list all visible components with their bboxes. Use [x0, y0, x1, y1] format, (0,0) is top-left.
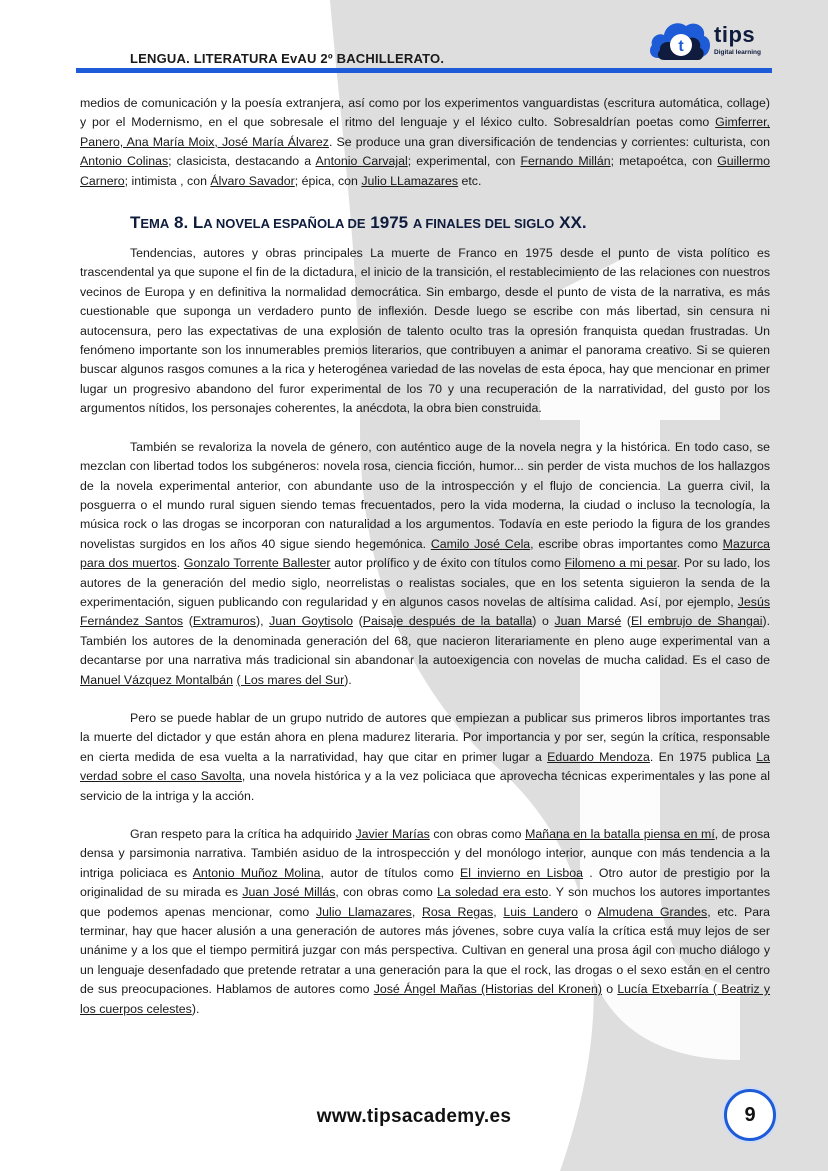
author-link: Antonio Muñoz Molina [192, 865, 321, 880]
author-link: Guillermo Carnero [80, 154, 771, 188]
section-title: TEMA 8. LA NOVELA ESPAÑOLA DE 1975 A FINALES DEL SIGLO XX. [130, 213, 587, 233]
author-link: Julio LLamazares [361, 173, 459, 188]
author-link: Rosa Regas [422, 904, 494, 919]
author-link: Antonio Carvajal [315, 154, 408, 169]
author-link: Julio Llamazares [315, 904, 412, 919]
author-link: Javier Marías [355, 827, 430, 841]
work-link: Filomeno a mi pesar [564, 556, 677, 571]
letter-t-icon [670, 32, 692, 58]
work-link: Extramuros [192, 614, 256, 629]
work-link: Paisaje después de la batalla [362, 614, 533, 629]
paragraph-mendoza: Pero se puede hablar de un grupo nutrido de autores que empiezan a publicar sus primeros libros importantes tras la muerte del dictador y que están ahora en plena madurez literaria. Por importancia y por ser, según la crítica, responsable en cierta medida de esa vuelta a la narratividad, hay que citar en primer lugar a Eduardo Mendoza. En 1975 publica La verdad sobre el caso Savolta, una novela histórica y a la vez policiaca que aprovecha técnicas experimentales y las pone al servicio de la intriga y la acción. [80, 710, 770, 803]
paragraph-genre-novel: También se revaloriza la novela de género, con auténtico auge de la novela negra y la histórica. En todo caso, se mezclan con libertad todos los subgéneros: novela rosa, ciencia ficción, humor... sin perder de vista muchos de los hallazgos de la novela experimental anterior, con abundante uso de la introspección y el flujo de conciencia. La guerra civil, la posguerra o el mundo rural siguen siendo temas frecuentados, pero la vida moderna, la ciudad o incluso la tecnología, la música rock o las drogas se incorporan con naturalidad a los argumentos. Todavía en este periodo la figura de los grandes novelistas surgidos en los años 40 sigue siendo hegemónica. Camilo José Cela, escribe obras importantes como Mazurca para dos muertos. Gonzalo Torrente Ballester autor prolífico y de éxito con títulos como Filomeno a mi pesar. Por su lado, los autores de la generación del medio siglo, neorrelistas o realistas sociales, que en los setenta siguieron la senda de la experimentación, siguen publicando con regularidad y en algunos casos novelas de altísima calidad. Así, por ejemplo, Jesús Fernández Santos (Extramuros), Juan Goytisolo (Paisaje después de la batalla) o Juan Marsé (El embrujo de Shangai). También los autores de la denominada generación del 68, que nacieron literariamente en pleno auge experimental van a decantarse por una narrativa más tradicional sin abandonar la autoexigencia con novelas de mucha calidad. Es el caso de Manuel Vázquez Montalbán ( Los mares del Sur). [80, 439, 771, 687]
work-link: La soledad era esto [437, 885, 549, 900]
author-link: Manuel Vázquez Montalbán [80, 672, 234, 687]
author-link: Camilo José Cela [430, 536, 531, 551]
paragraph-trends: Tendencias, autores y obras principales La muerte de Franco en 1975 desde el punto de vista político es trascendental ya que supone el fin de la dictadura, el inicio de la transición, el restablecimiento de las relaciones con nuestros vecinos de Europa y en definitiva la normalidad democrática. Sin embargo, desde el punto de vista de la narrativa, es más cuestionable que suponga un verdadero punto de inflexión. Desde luego se escribe con más libertad, sin censura ni autocensura, pero las expectativas de una explosión de talento oculto tras la opresión franquista quedan frustradas. Un fenómeno importante son los innumerables premios literarios, que contribuyen a animar el panorama creativo. Si se quieren buscar algunos rasgos comunes a la rica y heterogénea variedad de las novelas de esta época, hay que mencionar en primer lugar un progresivo abandono del furor experimental de los 70 y una recuperación de la narratividad, del gusto por los argumentos nítidos, los personajes coherentes, la anécdota, la obra bien construida. [80, 246, 770, 416]
work-link: El invierno en Lisboa [460, 865, 583, 880]
page-number-badge [724, 1089, 776, 1141]
author-link: Luis Landero [503, 904, 578, 919]
author-link: Juan José Millás [242, 885, 336, 900]
tips-logo [648, 18, 778, 62]
logo-letter: t [678, 38, 684, 55]
work-link: El embrujo de Shangai [630, 614, 763, 629]
author-link: Juan Goytisolo [269, 614, 354, 629]
author-link: Lucía Etxebarría ( Beatriz y los cuerpos celestes [80, 982, 771, 1016]
author-link: Juan Marsé [554, 614, 622, 629]
work-link: Mazurca para dos muertos [80, 536, 771, 571]
work-link: ( Los mares del Sur [236, 672, 345, 687]
work-link: Mañana en la batalla piensa en mí [525, 827, 715, 841]
logo-tagline: Digital learning [714, 49, 761, 56]
work-link: La verdad sobre el caso Savolta [80, 749, 770, 784]
author-link: Eduardo Mendoza [547, 749, 650, 764]
author-link: Jesús Fernández Santos [80, 594, 770, 629]
author-link: Almudena Grandes [597, 904, 708, 919]
paragraph-poetry-continuation: medios de comunicación y la poesía extranjera, así como por los experimentos vanguardistas (escritura automática, collage) y por el Modernismo, en el que sobresale el ritmo del lenguaje y el léxico culto. Sobresaldrían poetas como Gimferrer, Panero, Ana María Moix, José María Álvarez. Se produce una gran diversificación de tendencias y corrientes: culturista, con Antonio Colinas; clasicista, destacando a Antonio Carvajal; experimental, con Fernando Millán; metapoétca, con Guillermo Carnero; intimista , con Álvaro Savador; épica, con Julio LLamazares etc. [80, 96, 771, 188]
author-link: Gimferrer, Panero, Ana María Moix, José María Álvarez [80, 115, 770, 149]
author-link: José Ángel Mañas (Historias del Kronen) [373, 982, 602, 997]
page-number: 9 [744, 1104, 756, 1126]
author-link: Álvaro Savador [210, 173, 295, 188]
footer-url[interactable]: www.tipsacademy.es [316, 1106, 512, 1127]
author-link: Gonzalo Torrente Ballester [183, 556, 331, 571]
paragraph-new-authors: Gran respeto para la crítica ha adquirido Javier Marías con obras como Mañana en la batalla piensa en mí, de prosa densa y parsimonia narrativa. También asiduo de la introspección y del monólogo interior, aunque con más tendencia a la intriga policiaca es Antonio Muñoz Molina, autor de títulos como El invierno en Lisboa . Otro autor de prestigio por la originalidad de su mirada es Juan José Millás, con obras como La soledad era esto. Y son muchos los autores importantes que podemos apenas mencionar, como Julio Llamazares, Rosa Regas, Luis Landero o Almudena Grandes, etc. Para terminar, hay que hacer alusión a una generación de autores más jóvenes, sobre cuya valía la crítica está muy lejos de ser unánime y a los que el tiempo permitirá juzgar con más perspectiva. Cultivan en general una prosa ágil con mucho diálogo y un lenguaje desenfadado que pretende retratar a una generación para la que el rock, las drogas o el sexo están en el centro de sus preocupaciones. Hablamos de autores como José Ángel Mañas (Historias del Kronen) o Lucía Etxebarría ( Beatriz y los cuerpos celestes). [80, 827, 771, 1016]
document-body [80, 94, 770, 1019]
header-rule [76, 68, 772, 73]
author-link: Antonio Colinas [80, 154, 169, 169]
author-link: Fernando Millán [520, 154, 611, 169]
logo-word: tips [714, 22, 756, 47]
header-title: LENGUA. LITERATURA EvAU 2º BACHILLERATO. [130, 51, 445, 66]
